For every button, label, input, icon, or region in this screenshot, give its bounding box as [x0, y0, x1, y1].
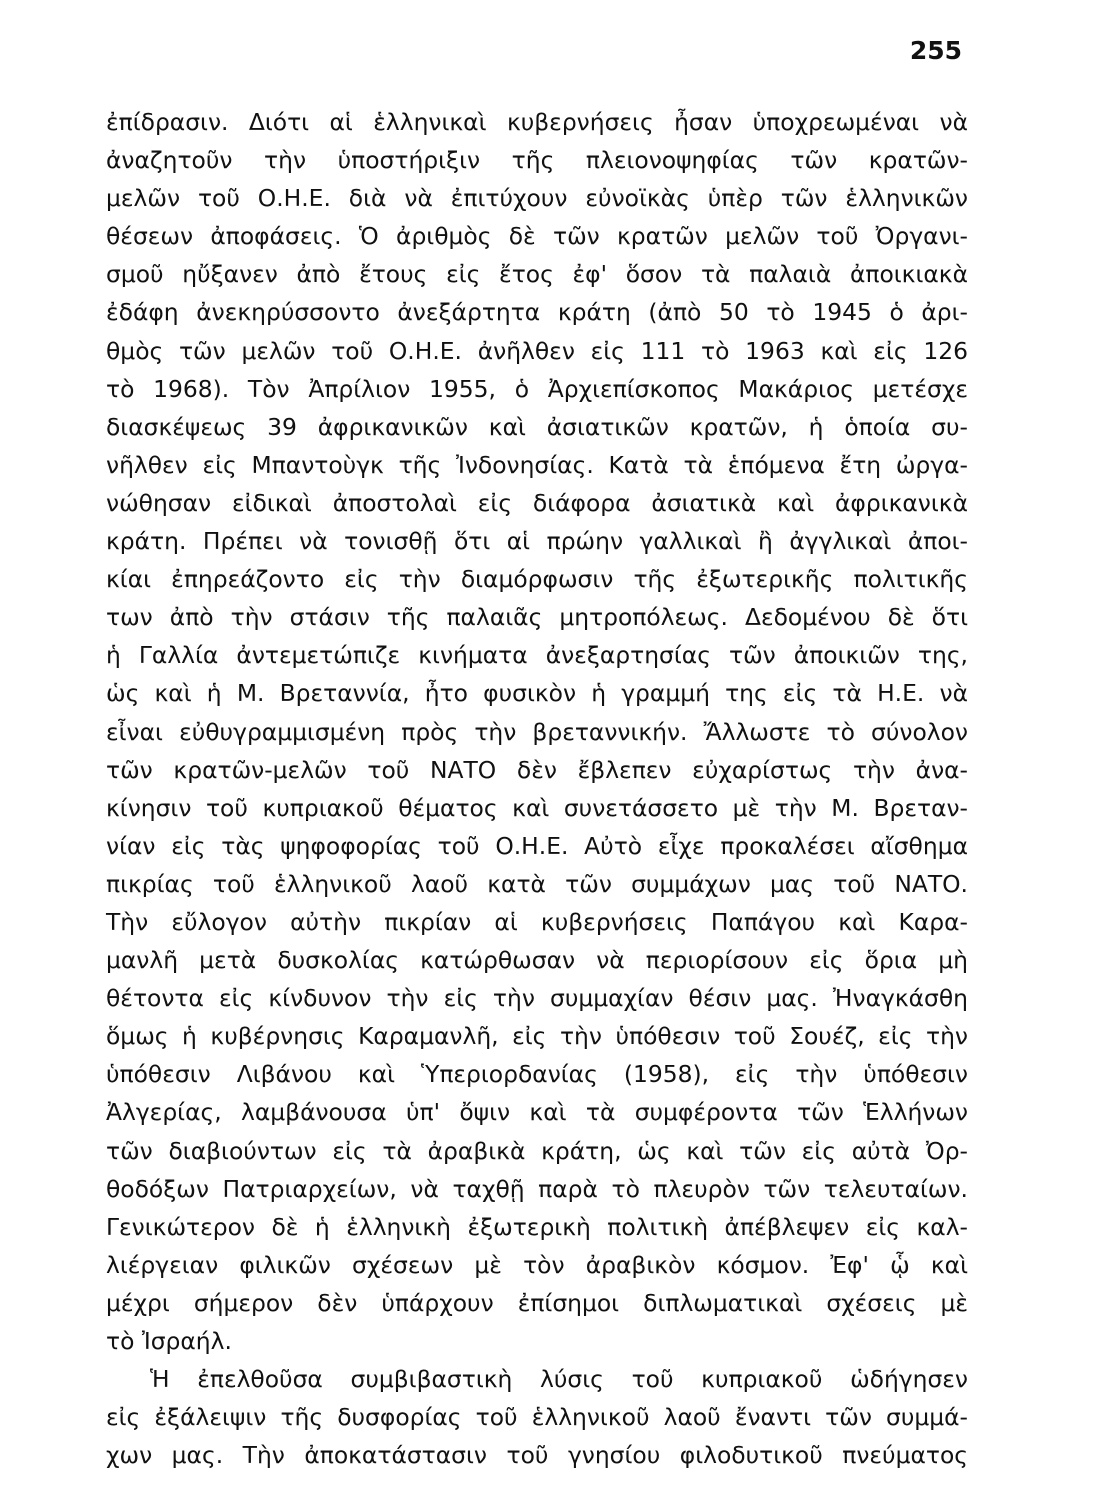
text-line: νώθησαν εἰδικαὶ ἀποστολαὶ εἰς διάφορα ἀσιατικὰ καὶ ἀφρικανικὰ [106, 488, 968, 517]
text-line: θμὸς τῶν μελῶν τοῦ Ο.Η.Ε. ἀνῆλθεν εἰς 111 τὸ 1963 καὶ εἰς 126 [106, 336, 968, 365]
text-line: Τὴν εὔλογον αὐτὴν πικρίαν αἱ κυβερνήσεις Παπάγου καὶ Καρα- [106, 907, 968, 936]
text-line: σμοῦ ηὔξανεν ἀπὸ ἔτους εἰς ἔτος ἐφ' ὅσον τὰ παλαιὰ ἀποικιακὰ [106, 260, 968, 289]
text-line: χων μας. Τὴν ἀποκατάστασιν τοῦ γνησίου φιλοδυτικοῦ πνεύματος [106, 1441, 968, 1470]
text-line: ἐπίδρασιν. Διότι αἱ ἑλληνικαὶ κυβερνήσεις ἦσαν ὑποχρεωμέναι νὰ [106, 108, 968, 136]
text-line: εἶναι εὐθυγραμμισμένη πρὸς τὴν βρεταννικήν. Ἄλλωστε τὸ σύνολον [106, 717, 968, 746]
text-line: ἐδάφη ἀνεκηρύσσοντο ἀνεξάρτητα κράτη (ἀπὸ 50 τὸ 1945 ὁ ἀρι- [106, 298, 968, 327]
text-line: μέχρι σήμερον δὲν ὑπάρχουν ἐπίσημοι διπλωματικαὶ σχέσεις μὲ [106, 1288, 968, 1317]
text-line: τῶν διαβιούντων εἰς τὰ ἀραβικὰ κράτη, ὡς καὶ τῶν εἰς αὐτὰ Ὀρ- [106, 1136, 968, 1165]
text-line: Ἡ ἐπελθοῦσα συμβιβαστικὴ λύσις τοῦ κυπριακοῦ ὡδήγησεν [150, 1365, 968, 1394]
text-line: διασκέψεως 39 ἀφρικανικῶν καὶ ἀσιατικῶν κρατῶν, ἡ ὁποία συ- [106, 412, 968, 441]
text-line: κίνησιν τοῦ κυπριακοῦ θέματος καὶ συνετάσσετο μὲ τὴν Μ. Βρεταν- [106, 793, 968, 822]
page-number: 255 [909, 36, 962, 65]
text-line: ἀναζητοῦν τὴν ὑποστήριξιν τῆς πλειονοψηφίας τῶν κρατῶν- [106, 146, 968, 175]
text-line: ἡ Γαλλία ἀντεμετώπιζε κινήματα ἀνεξαρτησίας τῶν ἀποικιῶν της, [106, 641, 968, 670]
text-line: ὑπόθεσιν Λιβάνου καὶ Ὑπεριορδανίας (1958), εἰς τὴν ὑπόθεσιν [106, 1060, 968, 1089]
text-line: εἰς ἐξάλειψιν τῆς δυσφορίας τοῦ ἑλληνικοῦ λαοῦ ἔναντι τῶν συμμά- [106, 1403, 968, 1432]
text-line: των ἀπὸ τὴν στάσιν τῆς παλαιᾶς μητροπόλεως. Δεδομένου δὲ ὅτι [106, 603, 968, 632]
text-line: νίαν εἰς τὰς ψηφοφορίας τοῦ Ο.Η.Ε. Αὐτὸ εἶχε προκαλέσει αἴσθημα [106, 831, 968, 860]
text-line: ὡς καὶ ἡ Μ. Βρεταννία, ἦτο φυσικὸν ἡ γραμμή της εἰς τὰ Η.Ε. νὰ [106, 679, 968, 708]
text-line: Ἀλγερίας, λαμβάνουσα ὑπ' ὄψιν καὶ τὰ συμφέροντα τῶν Ἑλλήνων [106, 1098, 968, 1127]
text-line: τὸ Ἰσραήλ. [106, 1327, 232, 1355]
text-line: ὅμως ἡ κυβέρνησις Καραμανλῆ, εἰς τὴν ὑπόθεσιν τοῦ Σουέζ, εἰς τὴν [106, 1022, 968, 1051]
text-line: θέσεων ἀποφάσεις. Ὁ ἀριθμὸς δὲ τῶν κρατῶν μελῶν τοῦ Ὀργανι- [106, 222, 968, 251]
text-line: τὸ 1968). Τὸν Ἀπρίλιον 1955, ὁ Ἀρχιεπίσκοπος Μακάριος μετέσχε [106, 374, 968, 403]
text-line: κράτη. Πρέπει νὰ τονισθῇ ὅτι αἱ πρώην γαλλικαὶ ἢ ἀγγλικαὶ ἀποι- [106, 527, 968, 556]
text-line: μελῶν τοῦ Ο.Η.Ε. διὰ νὰ ἐπιτύχουν εὐνοϊκὰς ὑπὲρ τῶν ἑλληνικῶν [106, 184, 968, 213]
text-line: κίαι ἐπηρεάζοντο εἰς τὴν διαμόρφωσιν τῆς ἐξωτερικῆς πολιτικῆς [106, 565, 968, 594]
text-line: πικρίας τοῦ ἑλληνικοῦ λαοῦ κατὰ τῶν συμμάχων μας τοῦ ΝΑΤΟ. [106, 869, 968, 898]
text-line: νῆλθεν εἰς Μπαντοὺγκ τῆς Ἰνδονησίας. Κατὰ τὰ ἑπόμενα ἔτη ὠργα- [106, 450, 968, 479]
text-line: θοδόξων Πατριαρχείων, νὰ ταχθῇ παρὰ τὸ πλευρὸν τῶν τελευταίων. [106, 1174, 968, 1203]
text-line: λιέργειαν φιλικῶν σχέσεων μὲ τὸν ἀραβικὸν κόσμον. Ἐφ' ᾧ καὶ [106, 1250, 968, 1279]
text-line: μανλῆ μετὰ δυσκολίας κατώρθωσαν νὰ περιορίσουν εἰς ὅρια μὴ [106, 946, 968, 975]
body-text [106, 103, 968, 1474]
text-line: θέτοντα εἰς κίνδυνον τὴν εἰς τὴν συμμαχίαν θέσιν μας. Ἠναγκάσθη [106, 984, 968, 1013]
text-line: Γενικώτερον δὲ ἡ ἑλληνικὴ ἐξωτερικὴ πολιτικὴ ἀπέβλεψεν εἰς καλ- [106, 1212, 968, 1241]
text-line: τῶν κρατῶν-μελῶν τοῦ ΝΑΤΟ δὲν ἔβλεπεν εὐχαρίστως τὴν ἀνα- [106, 755, 968, 784]
